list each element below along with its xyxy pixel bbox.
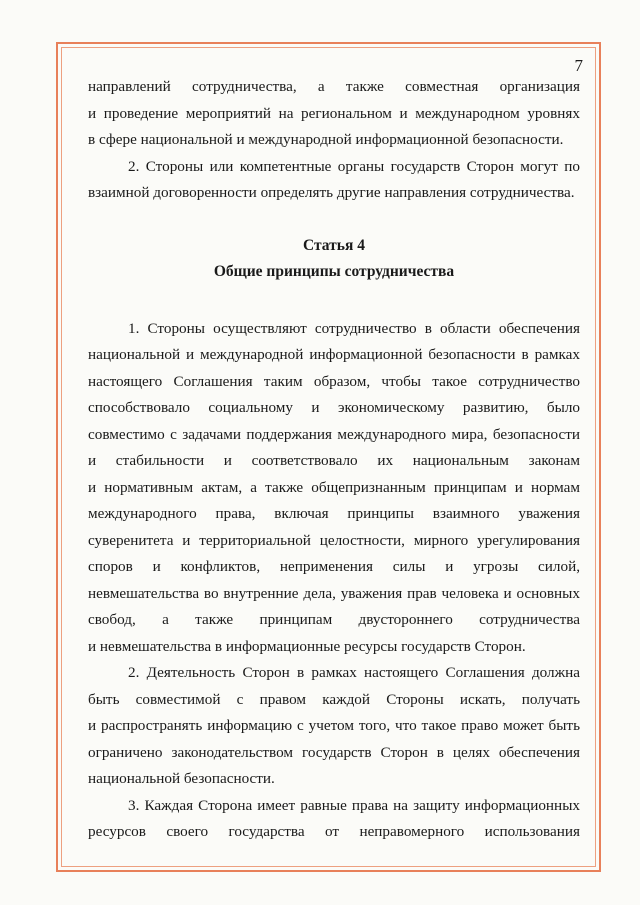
text-line: 2. Стороны или компетентные органы государств Сторон могут по bbox=[128, 157, 580, 175]
text-line: 1. Стороны осуществляют сотрудничество в области обеспечения bbox=[128, 319, 580, 337]
text-line: невмешательства во внутренние дела, уважения прав человека и основных bbox=[88, 584, 580, 602]
article-paragraph-2 bbox=[88, 660, 580, 793]
text-line: и нормативным актам, а также общепризнанным принципам и нормам bbox=[88, 478, 580, 496]
text-line: и распространять информацию с учетом того, что такое право может быть bbox=[88, 717, 580, 734]
paragraph-2 bbox=[88, 154, 580, 207]
text-line: ресурсов своего государства от неправомерного использования bbox=[88, 823, 580, 840]
article-title: Общие принципы сотрудничества bbox=[213, 263, 455, 280]
article-paragraph-1 bbox=[88, 316, 580, 661]
article-number: Статья 4 bbox=[303, 236, 365, 254]
text-line: национальной безопасности. bbox=[88, 770, 275, 787]
text-line: 3. Каждая Сторона имеет равные права на защиту информационных bbox=[128, 796, 580, 814]
fragment-paragraph bbox=[88, 74, 580, 154]
text-line: свобод, а также принципам двустороннего сотрудничества bbox=[88, 611, 580, 628]
text-line: взаимной договоренности определять другие направления сотрудничества. bbox=[88, 184, 575, 201]
text-line: и стабильности и соответствовало их национальным законам bbox=[88, 452, 580, 469]
text-line: способствовало социальному и экономическому развитию, было bbox=[88, 399, 580, 416]
document-body bbox=[88, 74, 580, 846]
text-line: споров и конфликтов, неприменения силы и угрозы силой, bbox=[88, 558, 580, 575]
text-line: ограничено законодательством государств Сторон в целях обеспечения bbox=[88, 743, 580, 761]
text-line: направлений сотрудничества, а также совместная организация bbox=[88, 78, 580, 95]
text-line: настоящего Соглашения таким образом, чтобы такое сотрудничество bbox=[88, 372, 580, 390]
article-paragraph-3 bbox=[88, 793, 580, 846]
text-line: быть совместимой с правом каждой Стороны искать, получать bbox=[88, 690, 580, 708]
text-line: в сфере национальной и международной информационной безопасности. bbox=[88, 131, 564, 148]
text-line: национальной и международной информационной безопасности в рамках bbox=[88, 346, 580, 363]
spacer bbox=[88, 286, 580, 316]
text-line: международного права, включая принципы взаимного уважения bbox=[88, 505, 580, 522]
text-line: совместимо с задачами поддержания международного мира, безопасности bbox=[88, 425, 580, 443]
text-line: суверенитета и территориальной целостности, мирного урегулирования bbox=[88, 531, 580, 549]
page-number: 7 bbox=[574, 56, 583, 75]
text-line: 2. Деятельность Сторон в рамках настоящего Соглашения должна bbox=[128, 664, 580, 681]
text-line: и проведение мероприятий на региональном и международном уровнях bbox=[88, 104, 580, 122]
text-line: и невмешательства в информационные ресурсы государств Сторон. bbox=[88, 637, 526, 655]
